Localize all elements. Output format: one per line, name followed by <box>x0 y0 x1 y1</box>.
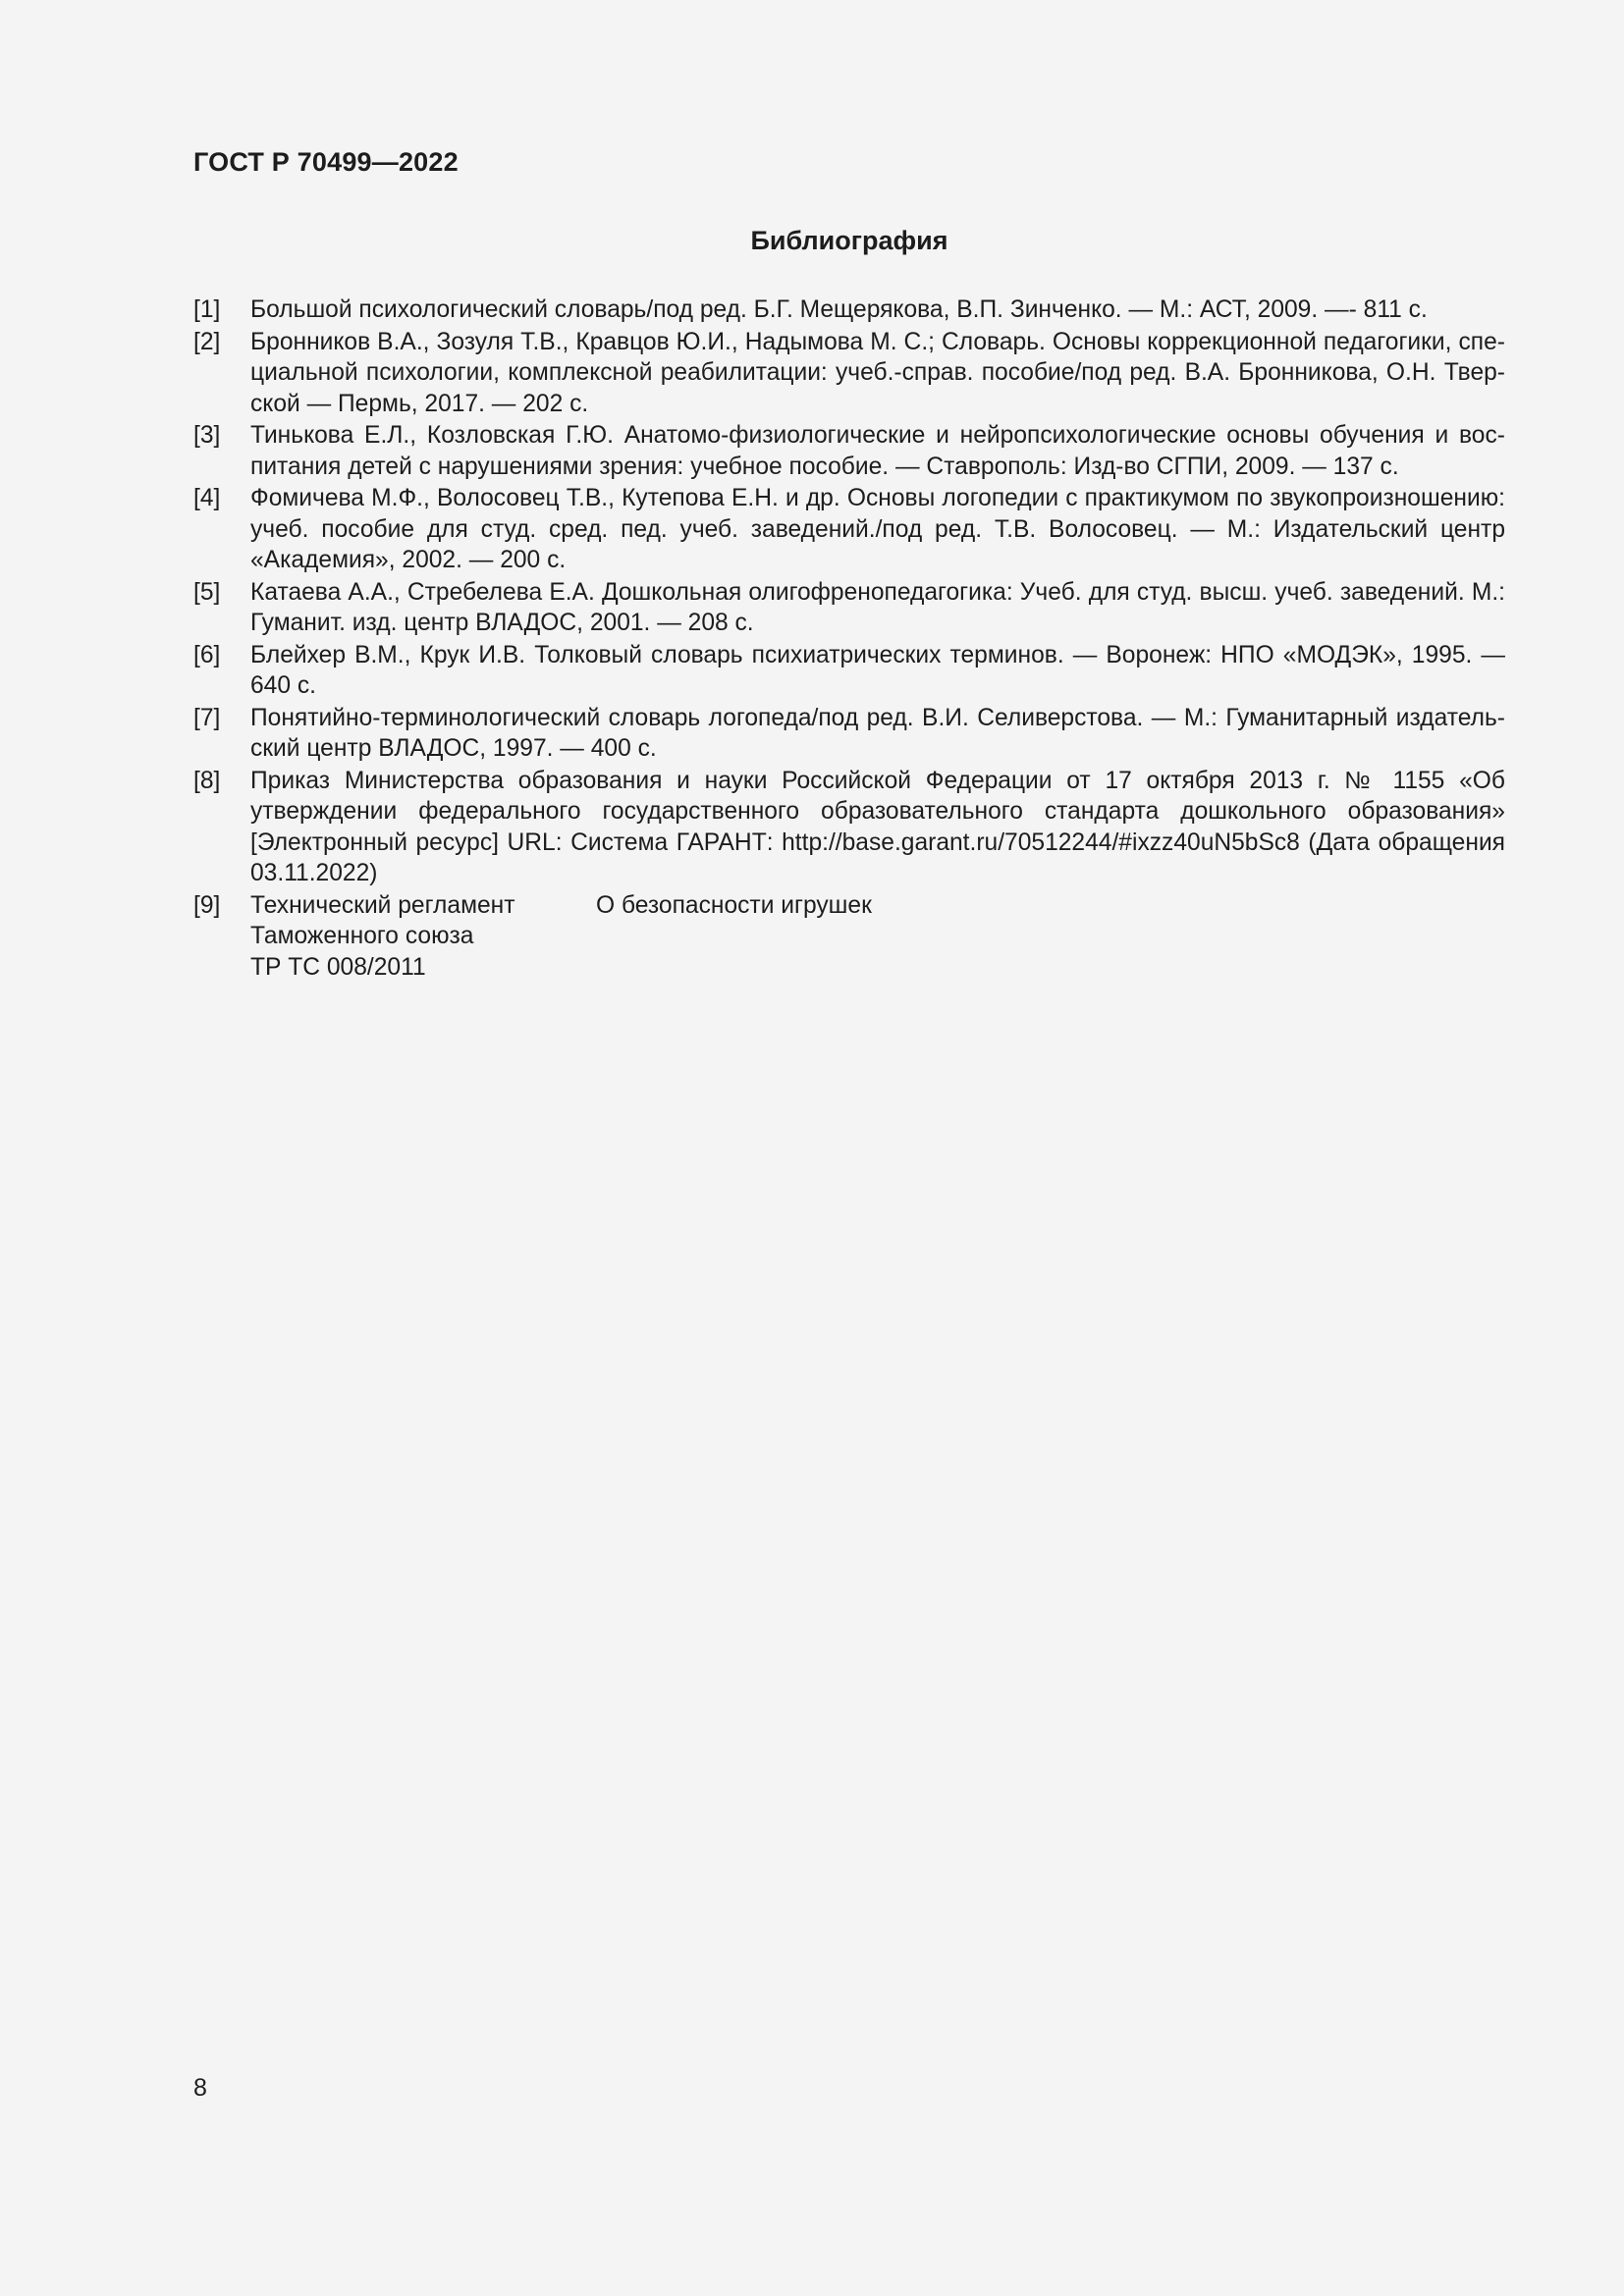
regulation-designation <box>250 890 596 984</box>
bibliography-entry <box>193 703 1505 765</box>
entry-text: Блейхер В.М., Крук И.В. Толковый словарь психиатрических терминов. — Воронеж: НПО «МОДЭК», 1995. — 640 с. <box>250 641 1505 699</box>
regulation-line: Технический регламент <box>250 891 515 919</box>
document-header: ГОСТ Р 70499—2022 <box>193 147 459 177</box>
bibliography-entry <box>193 640 1505 702</box>
regulation-title: О безопасности игрушек <box>596 891 872 919</box>
entry-text: Большой психологический словарь/под ред. Б.Г. Мещерякова, В.П. Зинченко. — М.: АСТ, 2009. —- 811 с. <box>250 296 1428 323</box>
entry-text: Фомичева М.Ф., Волосовец Т.В., Кутепова Е.Н. и др. Основы логопедии с практикумом по звукопроизношению: учеб. пособие для студ. сред. пед. учеб. заведений./под ред. Т.В. Волосовец. — М.: Издательский центр «Академия», 2002. — 200 с. <box>250 485 1505 573</box>
bibliography-entry-regulation <box>193 890 1505 984</box>
entry-text: Приказ Министерства образования и науки Российской Федерации от 17 октября 2013 г. № 1155 «Об утверждении федерального государственного образовательного стандарта дошкольного образования» [Электронный ресурс] URL: Система ГАРАНТ: http://base.garant.ru/70512244/#ixzz40uN5bSc8 (Дата обращения 03.11.2022) <box>250 767 1505 886</box>
entry-number: [7] <box>193 704 221 731</box>
regulation-line: Таможенного союза <box>250 923 474 949</box>
entry-text: Понятийно-терминологический словарь логопеда/под ред. В.И. Селиверстова. — М.: Гуманитарный издательский центр ВЛАДОС, 1997. — 400 с. <box>250 704 1505 762</box>
entry-number: [9] <box>193 891 221 919</box>
page-number: 8 <box>193 2074 207 2102</box>
entry-number: [6] <box>193 641 221 668</box>
bibliography-list <box>193 294 1505 984</box>
entry-number: [5] <box>193 578 221 606</box>
regulation-line: ТР ТС 008/2011 <box>250 953 426 981</box>
entry-number: [8] <box>193 767 221 794</box>
entry-text: Тинькова Е.Л., Козловская Г.Ю. Анатомо-физиологические и нейропсихологические основы обучения и воспитания детей с нарушениями зрения: учебное пособие. — Ставрополь: Изд-во СГПИ, 2009. — 137 с. <box>250 422 1505 480</box>
entry-number: [1] <box>193 296 221 323</box>
entry-text: Бронников В.А., Зозуля Т.В., Кравцов Ю.И., Надымова М. С.; Словарь. Основы коррекционной педагогики, специальной психологии, комплексной реабилитации: учеб.-справ. пособие/под ред. В.А. Бронникова, О.Н. Тверской — Пермь, 2017. — 202 с. <box>250 328 1505 417</box>
bibliography-entry <box>193 577 1505 639</box>
entry-number: [4] <box>193 485 221 511</box>
section-title: Библиография <box>750 226 948 255</box>
entry-number: [2] <box>193 328 221 355</box>
bibliography-entry <box>193 420 1505 482</box>
bibliography-entry <box>193 483 1505 576</box>
regulation-row <box>250 890 872 984</box>
bibliography-entry <box>193 766 1505 889</box>
entry-number: [3] <box>193 422 221 449</box>
entry-text: Катаева А.А., Стребелева Е.А. Дошкольная олигофренопедагогика: Учеб. для студ. высш. учеб. заведений. М.: Гуманит. изд. центр ВЛАДОС, 2001. — 208 с. <box>250 578 1505 636</box>
bibliography-entry <box>193 327 1505 420</box>
bibliography-entry <box>193 294 1505 326</box>
